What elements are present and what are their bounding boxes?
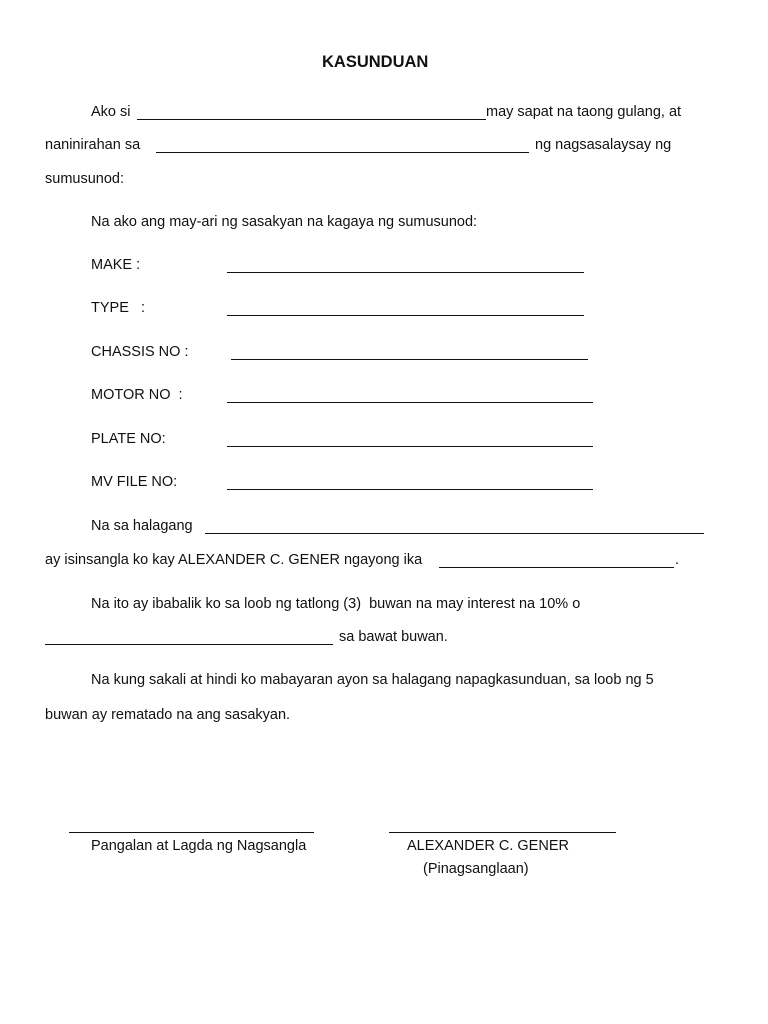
signature-line-right	[389, 832, 616, 833]
interest-line-1: Na ito ay ibabalik ko sa loob ng tatlong (3) buwan na may interest na 10% o	[91, 596, 581, 612]
intro-ako-si: Ako si	[91, 104, 131, 120]
field-line-make	[227, 272, 584, 273]
field-label-motor-no: MOTOR NO :	[91, 387, 183, 403]
price-blank-line	[205, 533, 704, 534]
field-label-mv-file-no: MV FILE NO:	[91, 474, 178, 490]
intro-nagsasalaysay: ng nagsasalaysay ng	[535, 137, 672, 153]
address-blank-line	[156, 152, 529, 153]
field-label-make: MAKE :	[91, 257, 141, 273]
intro-may-sapat: may sapat na taong gulang, at	[486, 104, 682, 120]
name-blank-line	[137, 119, 486, 120]
field-line-plate-no	[227, 446, 593, 447]
field-line-mv-file-no	[227, 489, 593, 490]
signature-name-right: ALEXANDER C. GENER	[407, 838, 569, 854]
price-na-sa-halagang: Na sa halagang	[91, 518, 193, 534]
intro-sumusunod: sumusunod:	[45, 171, 124, 187]
interest-sa-bawat-buwan: sa bawat buwan.	[339, 629, 448, 645]
intro-naninirahan-sa: naninirahan sa	[45, 137, 141, 153]
signature-role-right: (Pinagsanglaan)	[423, 861, 529, 877]
price-period: .	[675, 552, 680, 568]
field-line-type	[227, 315, 584, 316]
field-line-motor-no	[227, 402, 593, 403]
default-clause-line-2: buwan ay rematado na ang sasakyan.	[45, 707, 291, 723]
price-isinsangla: ay isinsangla ko kay ALEXANDER C. GENER ngayong ika	[45, 552, 423, 568]
signature-caption-left: Pangalan at Lagda ng Nagsangla	[91, 838, 307, 854]
date-blank-line	[439, 567, 674, 568]
owner-statement: Na ako ang may-ari ng sasakyan na kagaya ng sumusunod:	[91, 214, 478, 230]
field-line-chassis-no	[231, 359, 588, 360]
interest-blank-line	[45, 644, 333, 645]
signature-line-left	[69, 832, 314, 833]
field-label-chassis-no: CHASSIS NO :	[91, 344, 189, 360]
document-title: KASUNDUAN	[322, 53, 429, 71]
default-clause-line-1: Na kung sakali at hindi ko mabayaran ayon sa halagang napagkasunduan, sa loob ng 5	[91, 672, 654, 688]
field-label-type: TYPE :	[91, 300, 145, 316]
field-label-plate-no: PLATE NO:	[91, 431, 166, 447]
